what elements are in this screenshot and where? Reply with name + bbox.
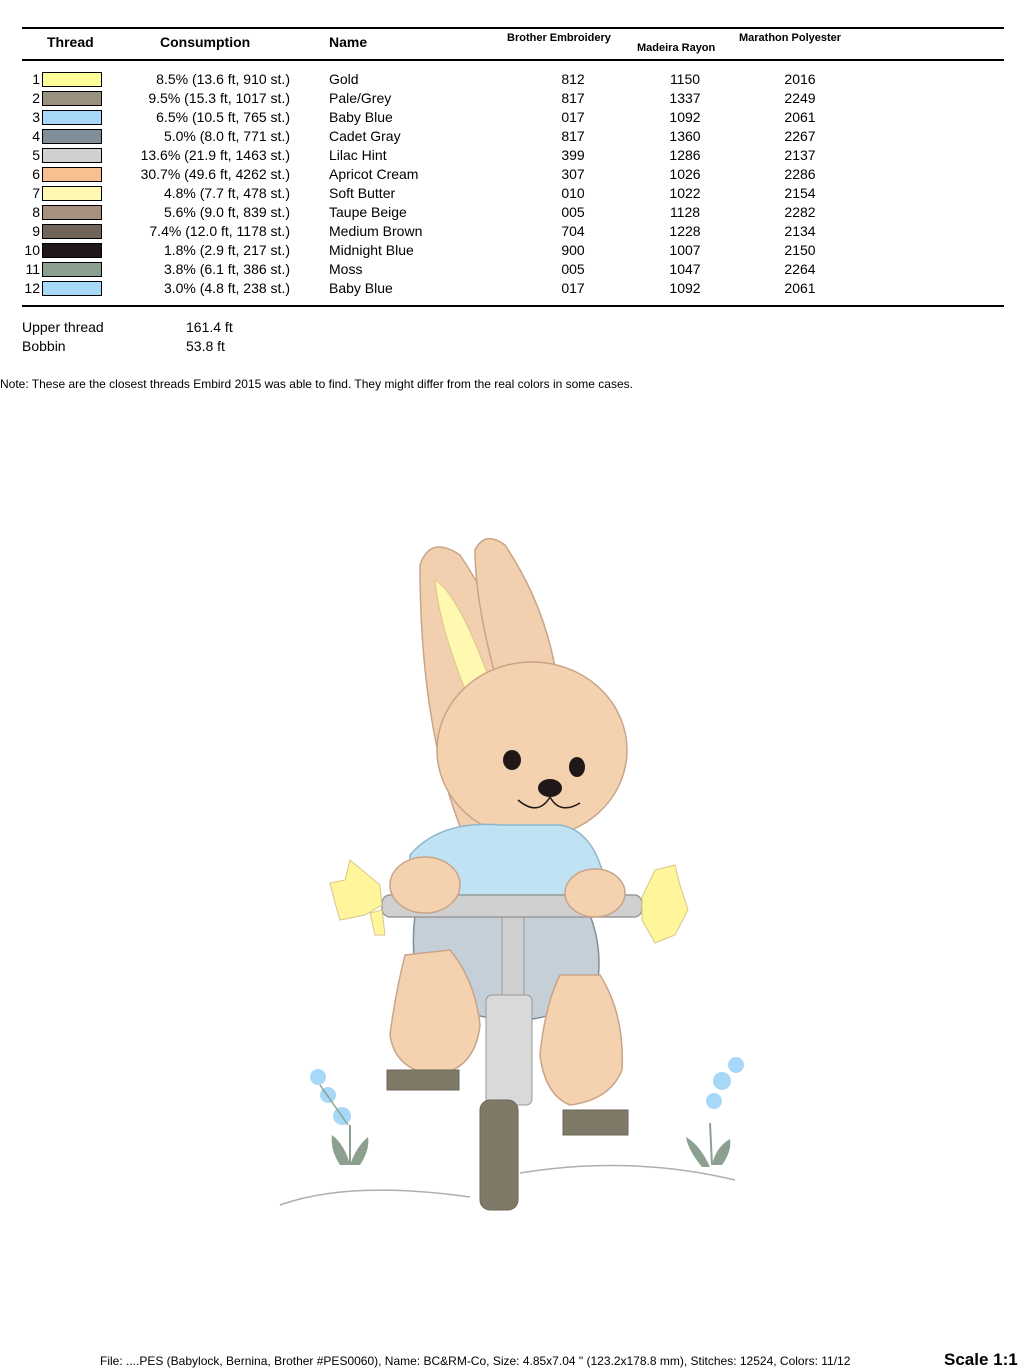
table-row <box>0 165 1024 184</box>
color-name-cell: Medium Brown <box>329 223 423 239</box>
table-row <box>0 184 1024 203</box>
consumption-cell: 8.5% (13.6 ft, 910 st.) <box>156 71 290 87</box>
color-name-cell: Gold <box>329 71 359 87</box>
color-swatch <box>42 167 102 182</box>
scooter-stem <box>502 915 524 995</box>
consumption-cell: 6.5% (10.5 ft, 765 st.) <box>156 109 290 125</box>
thread-number: 8 <box>32 204 40 220</box>
thread-number: 9 <box>32 223 40 239</box>
brother-code-cell: 010 <box>561 185 585 201</box>
color-name-cell: Moss <box>329 261 363 277</box>
marathon-code-cell: 2267 <box>784 128 816 144</box>
left-hand <box>390 857 460 913</box>
brother-code-cell: 017 <box>561 280 585 296</box>
table-row <box>0 146 1024 165</box>
color-swatch <box>42 72 102 87</box>
thread-number: 6 <box>32 166 40 182</box>
marathon-code-cell: 2134 <box>784 223 816 239</box>
bunny-head <box>437 662 627 838</box>
madeira-code-cell: 1228 <box>669 223 701 239</box>
color-swatch <box>42 243 102 258</box>
upper-thread-value: 161.4 ft <box>186 319 233 335</box>
table-header-rule <box>22 59 1004 61</box>
brother-code-cell: 017 <box>561 109 585 125</box>
table-row <box>0 241 1024 260</box>
thread-number: 2 <box>32 90 40 106</box>
consumption-cell: 13.6% (21.9 ft, 1463 st.) <box>140 147 290 163</box>
scooter-column <box>486 995 532 1105</box>
color-name-cell: Soft Butter <box>329 185 396 201</box>
brother-code-cell: 817 <box>561 128 585 144</box>
consumption-cell: 9.5% (15.3 ft, 1017 st.) <box>148 90 290 106</box>
table-row <box>0 222 1024 241</box>
marathon-code-cell: 2282 <box>784 204 816 220</box>
right-hand <box>565 869 625 917</box>
color-swatch <box>42 91 102 106</box>
thread-number: 10 <box>24 242 40 258</box>
header-madeira-rayon: Madeira Rayon <box>637 42 716 54</box>
madeira-code-cell: 1007 <box>669 242 701 258</box>
color-swatch <box>42 129 102 144</box>
right-leg <box>540 975 622 1105</box>
consumption-cell: 4.8% (7.7 ft, 478 st.) <box>163 185 290 201</box>
consumption-cell: 3.8% (6.1 ft, 386 st.) <box>163 261 290 277</box>
header-marathon-polyester: Marathon Polyester <box>739 32 842 44</box>
embroidery-design-preview <box>270 525 750 1225</box>
nose <box>538 779 562 797</box>
table-row <box>0 89 1024 108</box>
brother-code-cell: 817 <box>561 90 585 106</box>
brother-code-cell: 900 <box>561 242 585 258</box>
thread-number: 1 <box>32 71 40 87</box>
bobbin-label: Bobbin <box>22 338 66 354</box>
table-top-rule <box>22 27 1004 29</box>
color-swatch <box>42 110 102 125</box>
marathon-code-cell: 2061 <box>784 109 816 125</box>
madeira-code-cell: 1022 <box>669 185 701 201</box>
right-tassel-icon <box>642 865 688 943</box>
upper-thread-label: Upper thread <box>22 319 104 335</box>
madeira-code-cell: 1286 <box>669 147 701 163</box>
thread-number: 7 <box>32 185 40 201</box>
bobbin-value: 53.8 ft <box>186 338 225 354</box>
brother-code-cell: 399 <box>561 147 585 163</box>
right-flower-icon <box>686 1057 744 1167</box>
color-swatch <box>42 186 102 201</box>
header-consumption: Consumption <box>160 34 251 50</box>
ground-line-right <box>520 1165 735 1180</box>
consumption-cell: 5.0% (8.0 ft, 771 st.) <box>163 128 290 144</box>
madeira-code-cell: 1150 <box>669 71 701 87</box>
color-name-cell: Baby Blue <box>329 280 393 296</box>
color-name-cell: Apricot Cream <box>329 166 419 182</box>
scale-label: Scale 1:1 <box>944 1350 1018 1369</box>
marathon-code-cell: 2150 <box>784 242 816 258</box>
brother-code-cell: 307 <box>561 166 585 182</box>
right-eye <box>569 757 585 777</box>
color-name-cell: Midnight Blue <box>329 242 414 258</box>
consumption-cell: 7.4% (12.0 ft, 1178 st.) <box>149 223 290 239</box>
madeira-code-cell: 1026 <box>669 166 701 182</box>
color-swatch <box>42 262 102 277</box>
color-name-cell: Baby Blue <box>329 109 393 125</box>
thread-number: 3 <box>32 109 40 125</box>
madeira-code-cell: 1047 <box>669 261 701 277</box>
marathon-code-cell: 2249 <box>784 90 816 106</box>
brother-code-cell: 005 <box>561 261 585 277</box>
color-swatch <box>42 224 102 239</box>
consumption-cell: 5.6% (9.0 ft, 839 st.) <box>163 204 290 220</box>
brother-code-cell: 005 <box>561 204 585 220</box>
table-row <box>0 108 1024 127</box>
header-brother-embroidery: Brother Embroidery <box>507 32 611 44</box>
consumption-cell: 3.0% (4.8 ft, 238 st.) <box>163 280 290 296</box>
table-row <box>0 203 1024 222</box>
table-row <box>0 70 1024 89</box>
color-name-cell: Cadet Gray <box>329 128 401 144</box>
right-pedal <box>563 1110 628 1135</box>
color-swatch <box>42 205 102 220</box>
left-eye <box>503 750 521 770</box>
header-thread: Thread <box>47 34 94 50</box>
madeira-code-cell: 1128 <box>669 204 701 220</box>
madeira-code-cell: 1337 <box>669 90 701 106</box>
marathon-code-cell: 2061 <box>784 280 816 296</box>
marathon-code-cell: 2154 <box>784 185 816 201</box>
color-swatch <box>42 148 102 163</box>
brother-code-cell: 704 <box>561 223 585 239</box>
header-name: Name <box>329 34 368 50</box>
thread-number: 11 <box>25 261 40 277</box>
left-tassel-icon <box>330 860 385 935</box>
consumption-cell: 30.7% (49.6 ft, 4262 st.) <box>140 166 290 182</box>
marathon-code-cell: 2286 <box>784 166 816 182</box>
file-info: File: ....PES (Babylock, Bernina, Brother #PES0060), Name: BC&RM-Co, Size: 4.85x7.04 " (123.2x178.8 mm), Stitches: 12524, Colors: 11/12 <box>100 1354 851 1368</box>
thread-number: 12 <box>24 280 40 296</box>
marathon-code-cell: 2264 <box>784 261 816 277</box>
color-name-cell: Pale/Grey <box>329 90 392 106</box>
color-swatch <box>42 281 102 296</box>
color-name-cell: Taupe Beige <box>329 204 407 220</box>
madeira-code-cell: 1092 <box>669 280 701 296</box>
left-flower-icon <box>310 1069 368 1165</box>
table-row <box>0 260 1024 279</box>
madeira-code-cell: 1360 <box>669 128 701 144</box>
scooter-wheel <box>480 1100 518 1210</box>
brother-code-cell: 812 <box>561 71 585 87</box>
thread-note: Note: These are the closest threads Embird 2015 was able to find. They might differ from the real colors in some cases. <box>0 377 633 391</box>
marathon-code-cell: 2137 <box>784 147 816 163</box>
table-row <box>0 127 1024 146</box>
left-pedal <box>387 1070 459 1090</box>
madeira-code-cell: 1092 <box>669 109 701 125</box>
thread-number: 5 <box>32 147 40 163</box>
color-name-cell: Lilac Hint <box>329 147 387 163</box>
marathon-code-cell: 2016 <box>784 71 816 87</box>
thread-number: 4 <box>32 128 40 144</box>
table-row <box>0 279 1024 298</box>
ground-line-left <box>280 1190 470 1205</box>
table-bottom-rule <box>22 305 1004 307</box>
consumption-cell: 1.8% (2.9 ft, 217 st.) <box>163 242 290 258</box>
